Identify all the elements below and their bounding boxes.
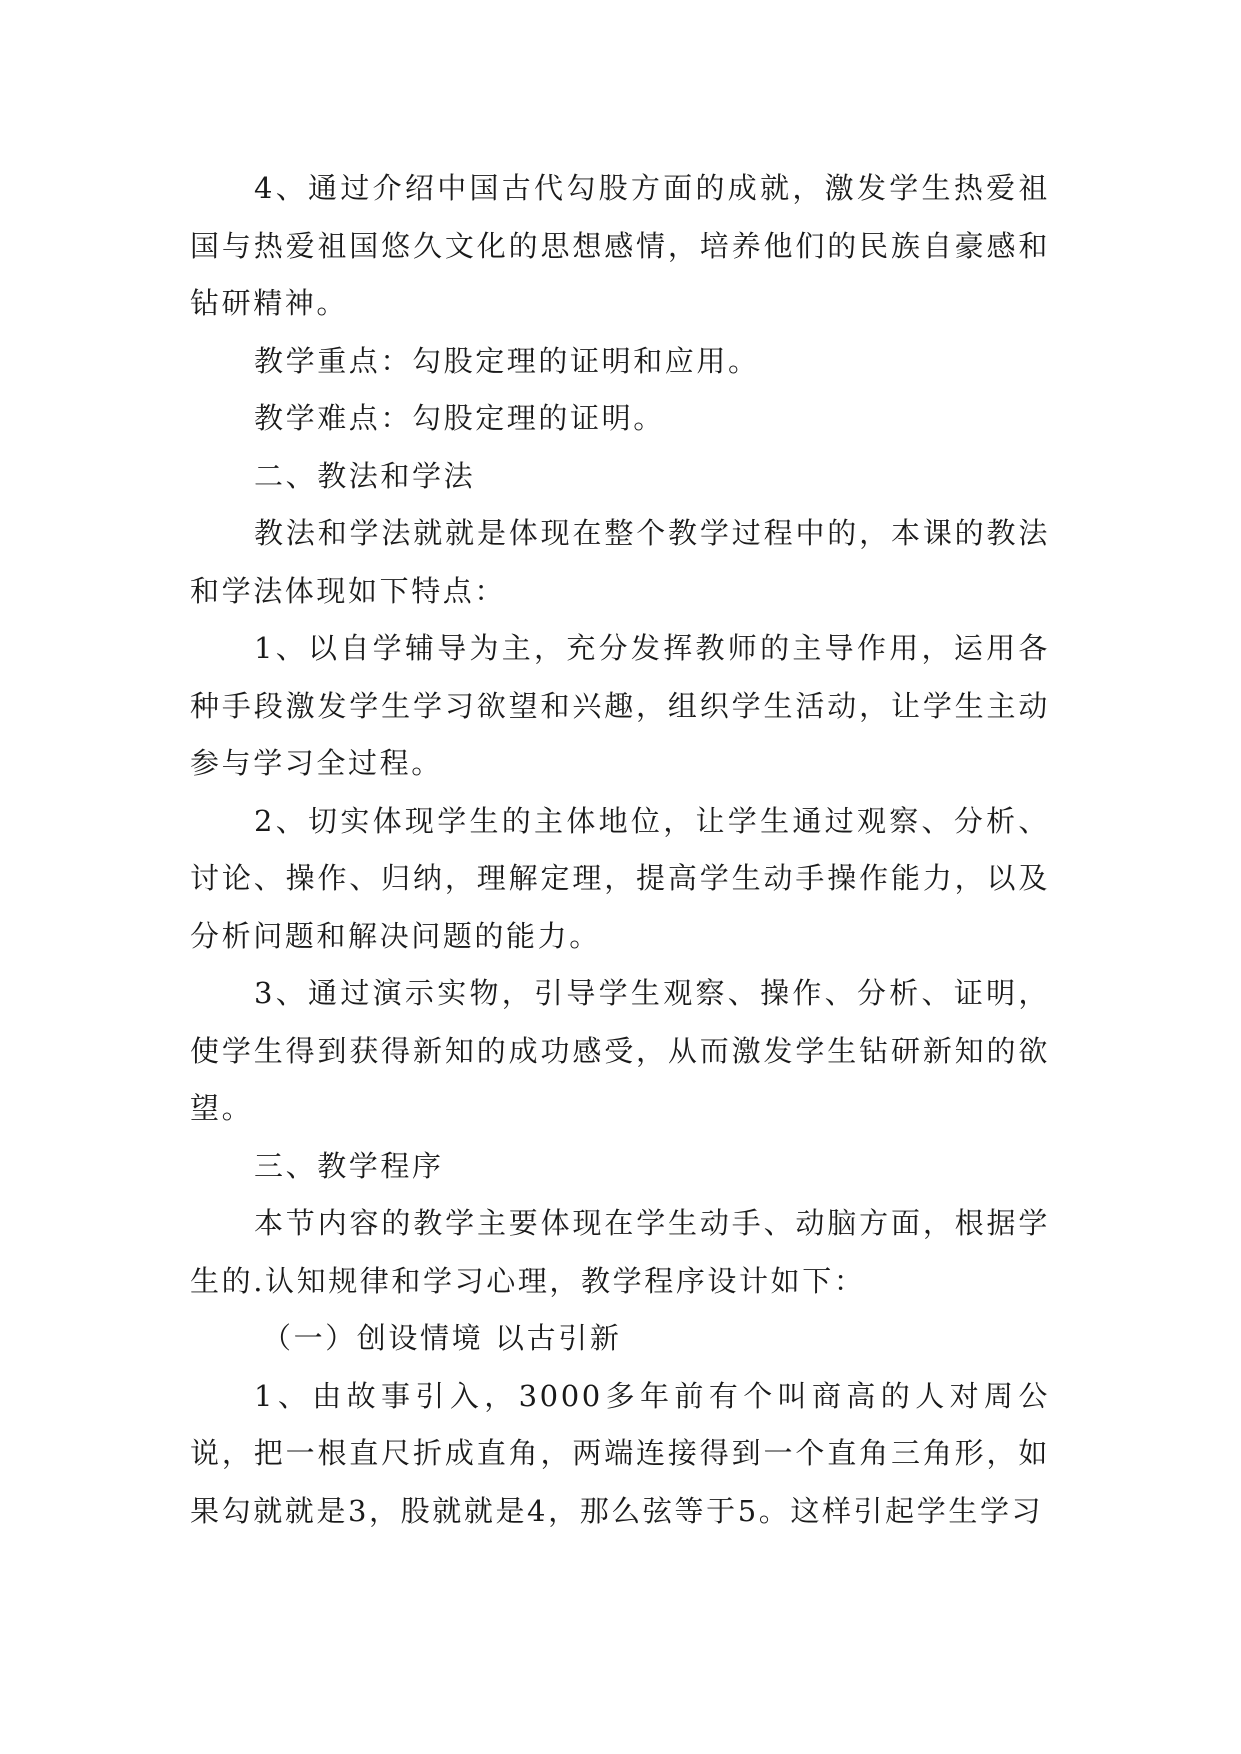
paragraph-method-3: 3、通过演示实物，引导学生观察、操作、分析、证明，使学生得到获得新知的成功感受，从而激发学生钻研新知的欲望。 bbox=[190, 976, 1050, 1125]
subsection-heading-scenario: （一）创设情境 以古引新 bbox=[262, 1321, 622, 1355]
paragraph-difficult-point: 教学难点：勾股定理的证明。 bbox=[254, 401, 665, 435]
paragraph-method-1: 1、以自学辅导为主，充分发挥教师的主导作用，运用各种手段激发学生学习欲望和兴趣，组织学生活动，让学生主动参与学习全过程。 bbox=[190, 631, 1050, 780]
paragraph-method-2: 2、切实体现学生的主体地位，让学生通过观察、分析、讨论、操作、归纳，理解定理，提高学生动手操作能力，以及分析问题和解决问题的能力。 bbox=[190, 803, 1050, 953]
paragraph-procedure-intro: 本节内容的教学主要体现在学生动手、动脑方面，根据学生的.认知规律和学习心理，教学程序设计如下： bbox=[190, 1206, 1050, 1298]
paragraph-story-intro: 1、由故事引入，3000多年前有个叫商高的人对周公说，把一根直尺折成直角，两端连接得到一个直角三角形，如果勾就就是3，股就就是4，那么弦等于5。这样引起学生学习 bbox=[190, 1378, 1050, 1528]
section-heading-methods: 二、教法和学法 bbox=[254, 458, 476, 493]
paragraph-key-point: 教学重点：勾股定理的证明和应用。 bbox=[254, 343, 760, 378]
section-heading-procedure: 三、教学程序 bbox=[254, 1148, 444, 1183]
paragraph-methods-intro: 教法和学法就就是体现在整个教学过程中的，本课的教法和学法体现如下特点： bbox=[190, 516, 1050, 608]
document-body bbox=[190, 160, 1050, 1540]
paragraph-objective-4: 4、通过介绍中国古代勾股方面的成就，激发学生热爱祖国与热爱祖国悠久文化的思想感情，培养他们的民族自豪感和钻研精神。 bbox=[190, 171, 1050, 320]
